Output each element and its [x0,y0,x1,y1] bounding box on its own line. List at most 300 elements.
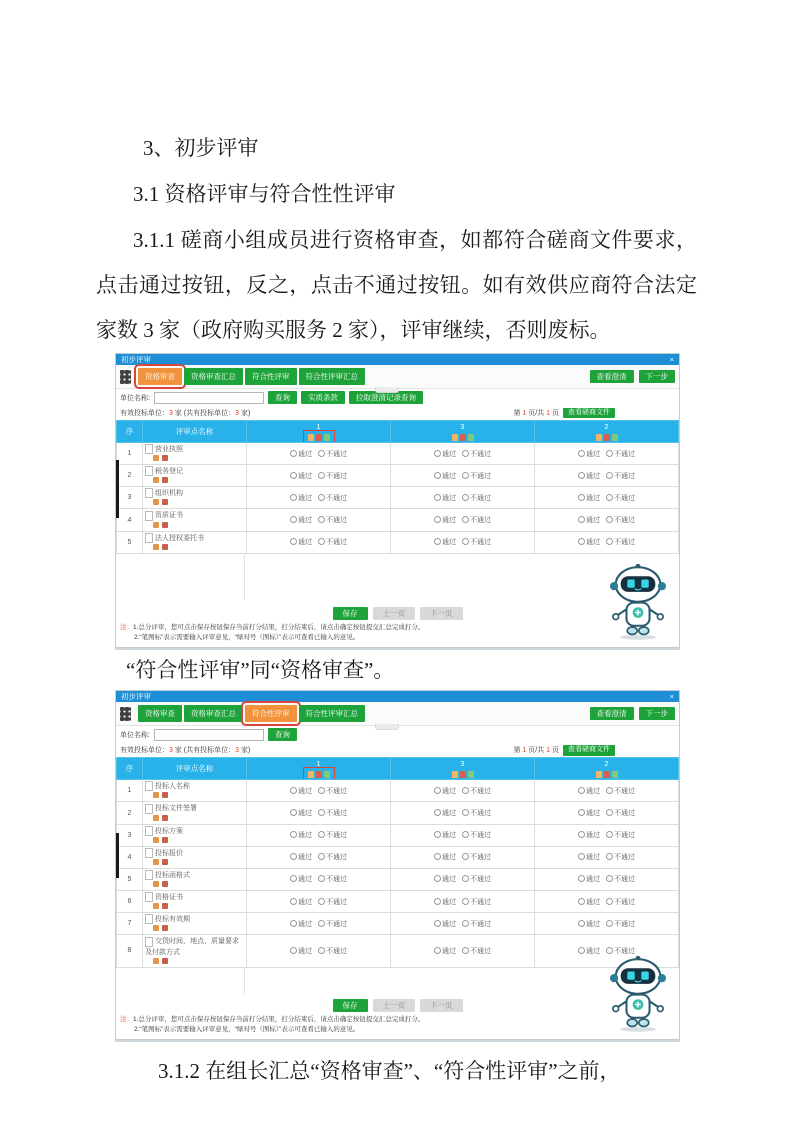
note-line-1 [120,1015,469,1025]
extra-button-1[interactable]: 实质条款 [301,391,345,404]
pass-option[interactable] [290,451,312,458]
pass-radio[interactable] [434,472,441,479]
fail-radio[interactable] [462,875,469,882]
fail-option[interactable] [462,451,491,458]
fail-option[interactable] [462,854,491,861]
apps-grid-icon[interactable] [120,370,131,384]
fail-option[interactable] [318,451,347,458]
fail-radio[interactable] [318,875,325,882]
doc-green-icon[interactable] [324,771,330,778]
doc-orange-icon[interactable] [308,771,314,778]
fail-option[interactable] [462,899,491,906]
supplier-doc-icon-group[interactable] [305,432,333,441]
supplier-doc-icon-group[interactable] [305,769,333,778]
attachment-open-icon[interactable] [162,881,168,887]
fail-option[interactable] [606,854,635,861]
pass-radio[interactable] [290,875,297,882]
pass-radio[interactable] [290,947,297,954]
fail-option[interactable] [318,948,347,955]
pass-radio[interactable] [578,898,585,905]
heading-3: 3、初步评审 [143,136,259,160]
save-button[interactable]: 保存 [333,999,368,1012]
attachment-open-icon[interactable] [162,837,168,843]
fail-radio[interactable] [318,538,325,545]
pass-option[interactable] [578,876,600,883]
fail-option[interactable] [462,473,491,480]
fail-option[interactable] [462,788,491,795]
pass-option[interactable] [578,854,600,861]
fail-option[interactable] [606,495,635,502]
pass-option[interactable] [434,899,456,906]
pass-radio[interactable] [578,516,585,523]
attachment-open-icon[interactable] [162,792,168,798]
fail-label: 不通过 [614,854,635,862]
attachment-open-icon[interactable] [162,958,168,964]
fail-label: 不通过 [470,472,491,480]
fail-radio[interactable] [462,898,469,905]
fail-label: 不通过 [326,494,347,502]
prev-page-button[interactable]: 上一页 [373,607,416,620]
next-page-button[interactable]: 下一页 [420,999,463,1012]
fail-radio[interactable] [462,853,469,860]
screenshot-2-slot [96,690,697,1040]
pass-radio[interactable] [578,538,585,545]
fail-radio[interactable] [606,809,613,816]
attachment-open-icon[interactable] [162,499,168,505]
fail-option[interactable] [318,921,347,928]
row-number: 1 [117,780,143,802]
pass-option[interactable] [434,854,456,861]
unit-name-input[interactable] [154,392,264,404]
fail-radio[interactable] [318,920,325,927]
pass-option[interactable] [290,854,312,861]
attachment-view-icon[interactable] [153,455,159,461]
fail-option[interactable] [318,832,347,839]
save-button[interactable]: 保存 [333,607,368,620]
fail-option[interactable] [606,921,635,928]
fail-radio[interactable] [318,831,325,838]
doc-red-icon[interactable] [604,771,610,778]
pass-label: 通过 [442,450,456,458]
pass-option[interactable] [290,473,312,480]
pass-radio[interactable] [290,853,297,860]
fail-option[interactable] [318,788,347,795]
fail-label: 不通过 [326,876,347,884]
fail-label: 不通过 [470,876,491,884]
fail-option[interactable] [606,788,635,795]
robot-mascot-image [605,953,671,1033]
red-number: 1 [522,410,527,417]
pass-option[interactable] [578,517,600,524]
app-window-screenshot-2 [115,690,680,1040]
pass-radio[interactable] [290,472,297,479]
pass-option[interactable] [578,473,600,480]
pass-fail-cell [535,487,679,509]
attachment-view-icon[interactable] [153,837,159,843]
fail-option[interactable] [318,876,347,883]
review-item-name: 投标文件签署 [155,805,197,813]
supplier-number: 3 [460,759,465,769]
fail-option[interactable] [606,451,635,458]
fail-option[interactable] [606,517,635,524]
pass-radio[interactable] [434,450,441,457]
fail-label: 不通过 [470,832,491,840]
row-number: 7 [117,913,143,935]
attachment-open-icon[interactable] [162,859,168,865]
apps-grid-icon[interactable] [120,707,131,721]
attachment-view-icon[interactable] [153,544,159,550]
pass-label: 通过 [586,472,600,480]
pass-option[interactable] [290,899,312,906]
pass-label: 通过 [442,920,456,928]
pass-option[interactable] [434,810,456,817]
pass-option[interactable] [290,948,312,955]
fail-option[interactable] [318,495,347,502]
fail-option[interactable] [318,517,347,524]
pass-radio[interactable] [290,787,297,794]
pass-radio[interactable] [578,920,585,927]
pass-option[interactable] [578,921,600,928]
info-row [116,743,679,757]
doc-red-icon[interactable] [460,434,466,441]
attachment-open-icon[interactable] [162,925,168,931]
fail-radio[interactable] [318,516,325,523]
pass-option[interactable] [434,876,456,883]
pass-radio[interactable] [290,494,297,501]
pass-radio[interactable] [434,494,441,501]
fail-radio[interactable] [606,538,613,545]
doc-orange-icon[interactable] [596,771,602,778]
pass-fail-cell [535,824,679,846]
name-column-header: 评审点名称 [143,421,247,443]
attachment-icon-group [153,859,244,867]
doc-green-icon[interactable] [612,771,618,778]
pass-radio[interactable] [578,831,585,838]
supplier-doc-icon-group[interactable] [593,769,621,778]
tab-3[interactable]: 符合性评审 [245,368,297,385]
fail-radio[interactable] [318,494,325,501]
fail-radio[interactable] [462,947,469,954]
pass-radio[interactable] [434,898,441,905]
review-table-body [117,780,679,967]
pass-option[interactable] [434,832,456,839]
pass-radio[interactable] [434,875,441,882]
topright-button-1[interactable]: 查看澄清 [590,370,634,383]
fail-option[interactable] [462,539,491,546]
pass-label: 通过 [586,539,600,547]
page-icon [145,892,153,902]
pass-radio[interactable] [578,472,585,479]
pass-option[interactable] [290,495,312,502]
fail-option[interactable] [606,832,635,839]
pass-radio[interactable] [434,947,441,954]
seq-column-header: 序 [117,421,143,443]
topright-button-1[interactable]: 查看澄清 [590,707,634,720]
attachment-open-icon[interactable] [162,903,168,909]
attachment-view-icon[interactable] [153,958,159,964]
fail-radio[interactable] [318,787,325,794]
panel-collapse-handle[interactable] [375,724,399,730]
fail-radio[interactable] [606,898,613,905]
pass-option[interactable] [434,921,456,928]
pass-radio[interactable] [578,853,585,860]
view-document-button[interactable]: 查看磋商文件 [563,408,615,419]
page-icon [145,533,153,543]
pass-option[interactable] [434,451,456,458]
pass-option[interactable] [290,921,312,928]
review-item-name-line [145,466,244,476]
fail-radio[interactable] [606,853,613,860]
attachment-open-icon[interactable] [162,455,168,461]
close-icon[interactable]: × [669,355,674,364]
pass-option[interactable] [434,539,456,546]
doc-orange-icon[interactable] [452,771,458,778]
fail-option[interactable] [606,810,635,817]
pass-option[interactable] [290,539,312,546]
pass-label: 通过 [586,898,600,906]
attachment-open-icon[interactable] [162,522,168,528]
pass-radio[interactable] [434,920,441,927]
fail-radio[interactable] [318,947,325,954]
fail-radio[interactable] [606,450,613,457]
fail-radio[interactable] [462,494,469,501]
fail-option[interactable] [318,854,347,861]
left-scrollbar[interactable] [116,833,119,878]
pass-radio[interactable] [578,947,585,954]
supplier-doc-icon-group[interactable] [449,432,477,441]
query-button[interactable]: 查询 [268,728,297,741]
fail-radio[interactable] [462,809,469,816]
pass-radio[interactable] [434,831,441,838]
attachment-view-icon[interactable] [153,522,159,528]
doc-green-icon[interactable] [612,434,618,441]
pass-radio[interactable] [290,516,297,523]
tab-4[interactable]: 符合性评审汇总 [299,705,366,722]
pass-radio[interactable] [434,853,441,860]
pass-radio[interactable] [434,787,441,794]
fail-radio[interactable] [462,472,469,479]
attachment-view-icon[interactable] [153,815,159,821]
attachment-view-icon[interactable] [153,499,159,505]
fail-radio[interactable] [462,538,469,545]
fail-radio[interactable] [606,472,613,479]
review-item-name: 投标方案 [155,827,183,835]
pass-option[interactable] [578,899,600,906]
fail-option[interactable] [318,473,347,480]
left-scrollbar[interactable] [116,460,119,518]
doc-red-icon[interactable] [604,434,610,441]
fail-option[interactable] [462,876,491,883]
fail-option[interactable] [462,810,491,817]
pass-radio[interactable] [290,450,297,457]
tab-1[interactable]: 资格审查 [138,705,182,722]
fail-radio[interactable] [462,831,469,838]
attachment-open-icon[interactable] [162,477,168,483]
panel-collapse-handle[interactable] [375,387,399,393]
extra-button-2[interactable]: 拉取澄清记录查询 [349,391,423,404]
pass-radio[interactable] [578,787,585,794]
next-page-button[interactable]: 下一页 [420,607,463,620]
fail-label: 不通过 [614,450,635,458]
pass-fail-cell [247,935,391,967]
pass-fail-cell [535,846,679,868]
doc-orange-icon[interactable] [308,434,314,441]
topright-button-2[interactable]: 下一步 [639,370,676,383]
pass-option[interactable] [578,451,600,458]
doc-orange-icon[interactable] [452,434,458,441]
pass-option[interactable] [578,948,600,955]
supplier-doc-icon-group[interactable] [449,769,477,778]
attachment-open-icon[interactable] [162,544,168,550]
fail-radio[interactable] [606,875,613,882]
doc-red-icon[interactable] [316,434,322,441]
pass-radio[interactable] [290,898,297,905]
fail-radio[interactable] [318,853,325,860]
view-document-button[interactable]: 查看磋商文件 [563,745,615,756]
pass-radio[interactable] [578,450,585,457]
fail-option[interactable] [462,948,491,955]
attachment-view-icon[interactable] [153,881,159,887]
pass-option[interactable] [578,788,600,795]
supplier-column-header-3 [391,758,535,780]
fail-option[interactable] [462,517,491,524]
pass-fail-cell [391,509,535,531]
supplier-number: 1 [316,422,321,431]
tab-2[interactable]: 资格审查汇总 [184,368,243,385]
pass-fail-cell [247,487,391,509]
attachment-view-icon[interactable] [153,792,159,798]
review-item-name: 税务登记 [155,468,183,476]
pass-fail-cell [535,891,679,913]
attachment-view-icon[interactable] [153,477,159,483]
pass-label: 通过 [298,787,312,795]
fail-radio[interactable] [606,494,613,501]
fail-radio[interactable] [462,787,469,794]
window-titlebar [116,691,679,702]
doc-green-icon[interactable] [468,434,474,441]
fail-label: 不通过 [326,472,347,480]
review-item-name: 法人授权委托书 [155,534,204,542]
fail-label: 不通过 [470,539,491,547]
pass-fail-cell [535,443,679,465]
fail-label: 不通过 [614,947,635,955]
pass-option[interactable] [434,495,456,502]
pass-option[interactable] [578,495,600,502]
tab-4[interactable]: 符合性评审汇总 [299,368,366,385]
pass-label: 通过 [586,517,600,525]
fail-label: 不通过 [614,876,635,884]
tab-1[interactable]: 资格审查 [138,368,182,385]
fail-radio[interactable] [606,831,613,838]
pass-radio[interactable] [290,831,297,838]
fail-option[interactable] [462,832,491,839]
fail-radio[interactable] [606,920,613,927]
fail-option[interactable] [606,899,635,906]
fail-radio[interactable] [318,450,325,457]
pass-radio[interactable] [578,494,585,501]
pass-radio[interactable] [290,538,297,545]
pass-radio[interactable] [290,809,297,816]
review-item-cell [143,487,247,509]
fail-option[interactable] [606,539,635,546]
column-rule [244,554,245,600]
pass-option[interactable] [290,876,312,883]
attachment-view-icon[interactable] [153,859,159,865]
doc-green-icon[interactable] [324,434,330,441]
pass-option[interactable] [290,517,312,524]
fail-option[interactable] [318,810,347,817]
page-icon [145,466,153,476]
fail-radio[interactable] [606,516,613,523]
doc-green-icon[interactable] [468,771,474,778]
pass-radio[interactable] [434,809,441,816]
fail-option[interactable] [462,921,491,928]
pass-option[interactable] [578,539,600,546]
topright-button-2[interactable]: 下一步 [639,707,676,720]
review-item-name: 营业执照 [155,446,183,453]
fail-option[interactable] [318,539,347,546]
close-icon[interactable]: × [669,692,674,702]
pass-label: 通过 [586,810,600,818]
fail-radio[interactable] [318,809,325,816]
fail-option[interactable] [318,899,347,906]
fail-radio[interactable] [462,450,469,457]
pass-radio[interactable] [434,516,441,523]
query-button[interactable]: 查询 [268,391,297,404]
pass-option[interactable] [434,473,456,480]
tab-2[interactable]: 资格审查汇总 [184,705,243,722]
attachment-view-icon[interactable] [153,903,159,909]
tab-3[interactable]: 符合性评审 [245,705,297,722]
pass-radio[interactable] [434,538,441,545]
fail-option[interactable] [606,473,635,480]
pass-label: 通过 [298,450,312,458]
pass-radio[interactable] [578,809,585,816]
fail-radio[interactable] [462,516,469,523]
fail-option[interactable] [462,495,491,502]
review-table-head [117,421,679,443]
pass-radio[interactable] [578,875,585,882]
doc-red-icon[interactable] [316,771,322,778]
header-row [117,758,679,780]
pass-option[interactable] [434,788,456,795]
review-item-cell [143,868,247,890]
doc-orange-icon[interactable] [596,434,602,441]
pass-option[interactable] [578,832,600,839]
fail-radio[interactable] [318,898,325,905]
doc-red-icon[interactable] [460,771,466,778]
pass-option[interactable] [290,832,312,839]
unit-name-input[interactable] [154,729,264,741]
fail-option[interactable] [606,876,635,883]
fail-radio[interactable] [318,472,325,479]
pass-option[interactable] [578,810,600,817]
attachment-view-icon[interactable] [153,925,159,931]
pass-radio[interactable] [290,920,297,927]
prev-page-button[interactable]: 上一页 [373,999,416,1012]
pass-option[interactable] [290,810,312,817]
toolbar [116,702,679,726]
supplier-doc-icon-group[interactable] [593,432,621,441]
pass-option[interactable] [290,788,312,795]
pass-option[interactable] [434,948,456,955]
review-item-cell [143,802,247,824]
fail-radio[interactable] [606,787,613,794]
fail-radio[interactable] [462,920,469,927]
table-empty-area [116,968,679,998]
pass-option[interactable] [434,517,456,524]
attachment-open-icon[interactable] [162,815,168,821]
